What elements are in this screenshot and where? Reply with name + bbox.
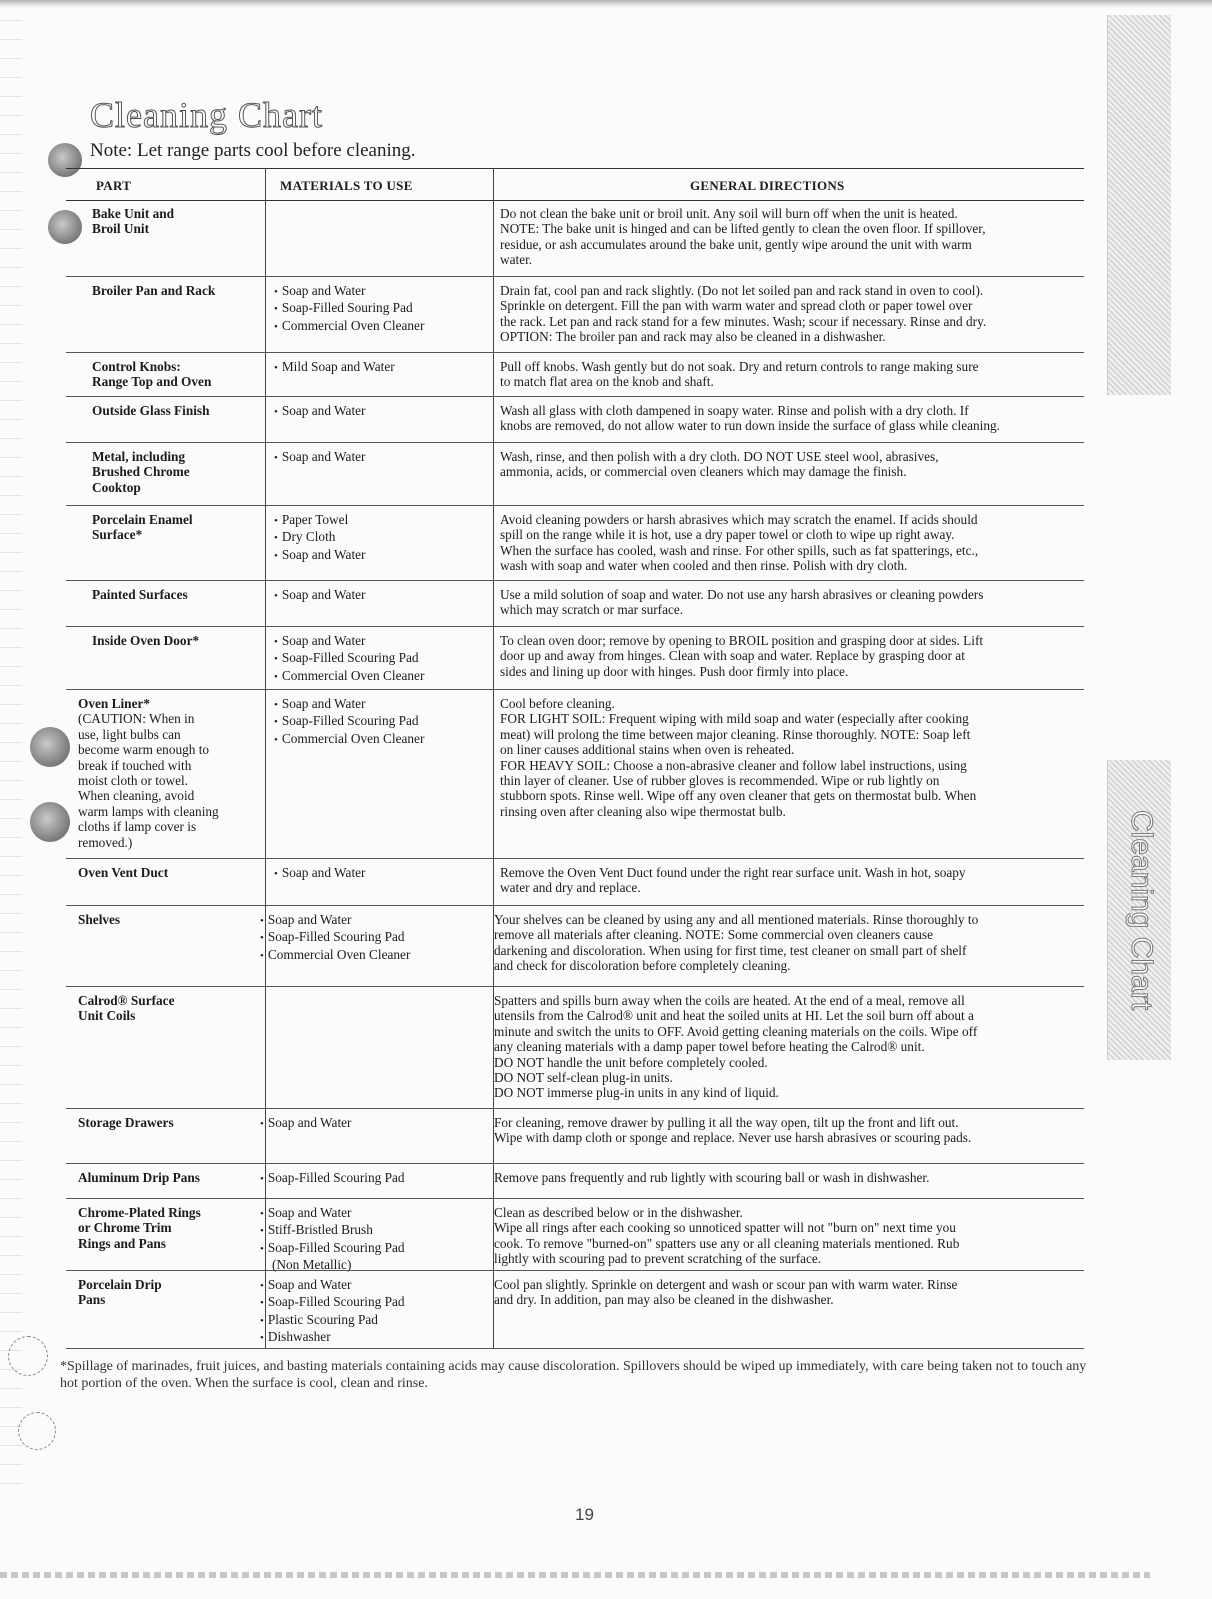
- materials-cell: [274, 283, 494, 335]
- table-row: [66, 986, 1084, 1109]
- materials-cell: [274, 865, 494, 882]
- direction-line: water.: [500, 252, 533, 268]
- material-item: • Soap and Water: [260, 912, 480, 929]
- part-line: When cleaning, avoid: [78, 788, 195, 804]
- part-line: Chrome-Plated Rings: [78, 1205, 201, 1220]
- direction-line: and check for discoloration before completely cleaning.: [494, 958, 791, 974]
- part-cell: [92, 403, 272, 418]
- part-line: Brushed Chrome: [92, 464, 190, 480]
- part-line: become warm enough to: [78, 742, 210, 758]
- materials-list: [260, 1115, 480, 1132]
- table-row: [66, 352, 1084, 397]
- header-part: PART: [96, 178, 132, 193]
- material-item: • Soap-Filled Scouring Pad: [260, 1170, 480, 1187]
- directions-cell: [494, 1170, 1074, 1185]
- material-item: • Soap and Water: [274, 587, 494, 604]
- material-item: • Commercial Oven Cleaner: [274, 668, 494, 685]
- table-row: [66, 199, 1084, 277]
- part-cell: [92, 206, 272, 237]
- page-title: Cleaning Chart: [90, 95, 323, 135]
- part-line: Bake Unit and: [92, 206, 175, 221]
- directions-cell: [500, 512, 1080, 574]
- part-cell: [92, 449, 272, 495]
- materials-cell: [274, 633, 494, 685]
- directions-cell: [500, 359, 1080, 390]
- part-line: Outside Glass Finish: [92, 403, 210, 418]
- header-directions: GENERAL DIRECTIONS: [690, 178, 845, 193]
- direction-line: Remove the Oven Vent Duct found under the right rear surface unit. Wash in hot, soapy: [500, 865, 966, 880]
- part-line: Calrod® Surface: [78, 993, 175, 1008]
- part-line: break if touched with: [78, 757, 192, 773]
- direction-line: Drain fat, cool pan and rack slightly. (Do not let soiled pan and rack stand in oven to cool).: [500, 283, 984, 298]
- materials-cell: [260, 1277, 480, 1347]
- direction-line: the rack. Let pan and rack stand for a few minutes. Wash; scour if necessary. Rinse and dry.: [500, 313, 987, 329]
- material-item: • Soap and Water: [260, 1115, 480, 1132]
- material-item: • Mild Soap and Water: [274, 359, 494, 376]
- part-line: warm lamps with cleaning: [78, 803, 219, 819]
- part-cell: [78, 1170, 258, 1185]
- directions-cell: [494, 912, 1074, 974]
- direction-line: Cool before cleaning.: [500, 696, 615, 711]
- materials-list: [260, 1205, 480, 1275]
- directions-cell: [500, 587, 1080, 618]
- material-item: • Soap-Filled Scouring Pad: [260, 1294, 480, 1311]
- table-row: [66, 442, 1084, 506]
- table-row: [66, 1163, 1084, 1199]
- cleaning-chart-table: [66, 168, 1084, 1348]
- material-item: • Commercial Oven Cleaner: [260, 947, 480, 964]
- direction-line: and dry. In addition, pan may also be cleaned in the dishwasher.: [494, 1292, 834, 1308]
- direction-line: DO NOT handle the unit before completely cooled.: [494, 1054, 768, 1070]
- direction-line: Wash all glass with cloth dampened in soapy water. Rinse and polish with a dry cloth. If: [500, 403, 969, 418]
- part-line: Cooktop: [92, 479, 141, 495]
- direction-line: utensils from the Calrod® unit and heat the soiled units at HI. Let the soil burn off about a: [494, 1008, 974, 1024]
- part-line: Unit Coils: [78, 1008, 136, 1024]
- material-item: • Plastic Scouring Pad: [260, 1312, 480, 1329]
- part-line: Range Top and Oven: [92, 374, 212, 390]
- directions-cell: [500, 633, 1080, 679]
- materials-list: [274, 633, 494, 685]
- materials-list: [274, 283, 494, 335]
- directions-cell: [494, 1115, 1074, 1146]
- directions-cell: [500, 449, 1080, 480]
- part-line: or Chrome Trim: [78, 1220, 172, 1236]
- material-item: • Soap and Water: [274, 403, 494, 420]
- material-item: • Soap and Water: [274, 283, 494, 300]
- direction-line: To clean oven door; remove by opening to BROIL position and grasping door at sides. Lift: [500, 633, 984, 648]
- materials-cell: [274, 359, 494, 376]
- scan-margin-marks: [0, 20, 22, 1490]
- part-line: Shelves: [78, 912, 121, 927]
- direction-line: For cleaning, remove drawer by pulling it all the way open, tilt up the front and lift out.: [494, 1115, 959, 1130]
- part-line: Metal, including: [92, 449, 186, 464]
- material-item: • Soap-Filled Scouring Pad: [260, 1240, 480, 1257]
- materials-cell: [260, 1170, 480, 1187]
- part-cell: [92, 283, 272, 298]
- direction-line: on liner causes additional stains when oven is reheated.: [500, 742, 795, 758]
- part-line: Porcelain Drip: [78, 1277, 162, 1292]
- page-number: 19: [575, 1505, 594, 1524]
- table-row: [66, 689, 1084, 859]
- direction-line: DO NOT self-clean plug-in units.: [494, 1070, 673, 1086]
- directions-cell: [500, 206, 1080, 268]
- direction-line: Pull off knobs. Wash gently but do not soak. Dry and return controls to range making sure: [500, 359, 979, 374]
- material-item: • Soap and Water: [260, 1277, 480, 1294]
- materials-list: [274, 449, 494, 466]
- direction-line: OPTION: The broiler pan and rack may also be cleaned in a dishwasher.: [500, 329, 886, 345]
- part-cell: [92, 359, 272, 390]
- direction-line: stubborn spots. Rinse well. Wipe off any oven cleaner that gets on thermostat bulb. When: [500, 788, 977, 804]
- part-line: Broiler Pan and Rack: [92, 283, 216, 298]
- part-line: Broil Unit: [92, 221, 150, 237]
- side-tab-label: Cleaning Chart: [1125, 809, 1158, 1011]
- table-row: [66, 858, 1084, 906]
- direction-line: When the surface has cooled, wash and rinse. For other spills, such as fat spatterings, etc.,: [500, 542, 979, 558]
- direction-line: FOR LIGHT SOIL: Frequent wiping with mild soap and water (especially after cooking: [500, 711, 969, 727]
- part-cell: [78, 1277, 258, 1308]
- direction-line: to match flat area on the knob and shaft.: [500, 374, 714, 390]
- scan-edge-bottom: [0, 1572, 1150, 1578]
- direction-line: spill on the range while it is hot, use a dry paper towel or cloth to wipe up right away.: [500, 527, 955, 543]
- part-line: Porcelain Enamel: [92, 512, 193, 527]
- material-item: • Soap and Water: [260, 1205, 480, 1222]
- material-item: • Soap-Filled Scouring Pad: [274, 713, 494, 730]
- part-cell: [78, 1205, 258, 1251]
- binder-hole-icon: [30, 802, 70, 842]
- material-item: • Stiff-Bristled Brush: [260, 1222, 480, 1239]
- material-item: (Non Metallic): [272, 1257, 352, 1273]
- direction-line: residue, or ash accumulates around the bake unit, gently wipe around the unit with warm: [500, 236, 972, 252]
- material-item: • Soap and Water: [274, 449, 494, 466]
- direction-line: remove all materials after cleaning. NOTE: Some commercial oven cleaners cause: [494, 927, 933, 943]
- part-line: Aluminum Drip Pans: [78, 1170, 200, 1185]
- material-item: • Commercial Oven Cleaner: [274, 731, 494, 748]
- footnote: *Spillage of marinades, fruit juices, and basting materials containing acids may cause discoloration. Spillovers should be wiped up immediately, with care being taken not to touch any hot portion of the oven. When the surface is cool, clean and rinse.: [60, 1359, 1087, 1391]
- direction-line: Sprinkle on detergent. Fill the pan with warm water and spread cloth or paper towel over: [500, 298, 973, 314]
- direction-line: door up and away from hinges. Clean with soap and water. Replace by grasping door at: [500, 648, 965, 664]
- table-row: [66, 276, 1084, 353]
- materials-list: [274, 865, 494, 882]
- direction-line: wash with soap and water when cooled and then rinse. Polish with dry cloth.: [500, 558, 908, 574]
- directions-cell: [500, 403, 1080, 434]
- part-cell: [78, 993, 258, 1024]
- direction-line: Wash, rinse, and then polish with a dry cloth. DO NOT USE steel wool, abrasives,: [500, 449, 939, 464]
- part-line: Painted Surfaces: [92, 587, 188, 602]
- part-line: Pans: [78, 1292, 106, 1308]
- material-item: • Dishwasher: [260, 1329, 480, 1346]
- table-row: [66, 505, 1084, 581]
- direction-line: DO NOT immerse plug-in units in any kind of liquid.: [494, 1085, 779, 1101]
- materials-list: [260, 1170, 480, 1187]
- part-line: Storage Drawers: [78, 1115, 174, 1130]
- material-item: • Soap-Filled Scouring Pad: [274, 650, 494, 667]
- materials-list: [274, 359, 494, 376]
- part-line: use, light bulbs can: [78, 726, 181, 742]
- table-row: [66, 905, 1084, 987]
- material-item: • Dry Cloth: [274, 529, 494, 546]
- direction-line: which may scratch or mar surface.: [500, 602, 684, 618]
- directions-cell: [500, 283, 1080, 345]
- table-row: [66, 626, 1084, 690]
- direction-line: any cleaning materials with a damp paper towel before heating the Calrod® unit.: [494, 1039, 925, 1055]
- direction-line: FOR HEAVY SOIL: Choose a non-abrasive cleaner and follow label instructions, using: [500, 757, 967, 773]
- materials-cell: [260, 1115, 480, 1132]
- part-line: Surface*: [92, 527, 143, 543]
- materials-list: [274, 403, 494, 420]
- materials-cell: [260, 912, 480, 964]
- materials-list: [260, 912, 480, 964]
- materials-cell: [274, 696, 494, 748]
- material-item: • Soap and Water: [274, 696, 494, 713]
- direction-line: rinsing oven after cleaning also wipe thermostat bulb.: [500, 803, 786, 819]
- table-row: [66, 1108, 1084, 1164]
- part-line: Oven Vent Duct: [78, 865, 169, 880]
- scan-edge-top: [0, 0, 1212, 8]
- materials-cell: [274, 587, 494, 604]
- cool-down-note: Note: Let range parts cool before cleaning.: [90, 140, 416, 161]
- table-row: [66, 1270, 1084, 1349]
- direction-line: Your shelves can be cleaned by using any and all mentioned materials. Rinse thoroughly to: [494, 912, 979, 927]
- direction-line: Avoid cleaning powders or harsh abrasives which may scratch the enamel. If acids should: [500, 512, 978, 527]
- material-item: • Soap-Filled Souring Pad: [274, 300, 494, 317]
- direction-line: lightly with scouring pad to prevent scratching of the surface.: [494, 1251, 822, 1267]
- materials-list: [274, 512, 494, 564]
- directions-cell: [500, 696, 1080, 819]
- part-cell: [78, 865, 258, 880]
- direction-line: Wipe with damp cloth or sponge and replace. Never use harsh abrasives or scouring pads.: [494, 1130, 972, 1146]
- part-cell: [78, 912, 258, 927]
- material-item: • Soap-Filled Scouring Pad: [260, 929, 480, 946]
- direction-line: Wipe all rings after each cooking so unnoticed spatter will not "burn on" next time you: [494, 1220, 956, 1236]
- directions-cell: [494, 1205, 1074, 1267]
- binder-hole-icon: [30, 727, 70, 767]
- direction-line: NOTE: The bake unit is hinged and can be lifted gently to clean the oven floor. If spillover,: [500, 221, 986, 237]
- side-tab-upper: [1107, 15, 1171, 395]
- material-item: • Soap and Water: [274, 547, 494, 564]
- part-cell: [92, 587, 272, 602]
- part-cell: [78, 696, 258, 850]
- direction-line: Clean as described below or in the dishwasher.: [494, 1205, 743, 1220]
- direction-line: knobs are removed, do not allow water to run down inside the surface of glass while cleaning.: [500, 418, 1000, 434]
- materials-list: [274, 587, 494, 604]
- table-row: [66, 396, 1084, 443]
- material-item: • Commercial Oven Cleaner: [274, 318, 494, 335]
- table-header: [66, 168, 1084, 201]
- table-row: [66, 1198, 1084, 1271]
- direction-line: darkening and discoloration. When using for first time, test cleaner on small part of shelf: [494, 942, 967, 958]
- part-line: removed.): [78, 834, 133, 850]
- part-cell: [78, 1115, 258, 1130]
- direction-line: Use a mild solution of soap and water. Do not use any harsh abrasives or cleaning powders: [500, 587, 984, 602]
- direction-line: sides and lining up door with hinges. Push door firmly into place.: [500, 663, 849, 679]
- material-item: • Soap and Water: [274, 865, 494, 882]
- part-line: moist cloth or towel.: [78, 773, 189, 789]
- direction-line: Do not clean the bake unit or broil unit. Any soil will burn off when the unit is heated.: [500, 206, 958, 221]
- part-line: Oven Liner*: [78, 696, 151, 711]
- part-line: Rings and Pans: [78, 1235, 166, 1251]
- direction-line: thin layer of cleaner. Use of rubber gloves is recommended. Wipe or rub lightly on: [500, 773, 940, 789]
- material-item: • Paper Towel: [274, 512, 494, 529]
- directions-cell: [500, 865, 1080, 896]
- direction-line: Spatters and spills burn away when the coils are heated. At the end of a meal, remove all: [494, 993, 965, 1008]
- part-line: (CAUTION: When in: [78, 711, 195, 727]
- direction-line: Remove pans frequently and rub lightly with scouring ball or wash in dishwasher.: [494, 1170, 930, 1185]
- materials-list: [260, 1277, 480, 1347]
- materials-cell: [274, 512, 494, 564]
- binder-hole-outline-icon: [8, 1336, 48, 1376]
- direction-line: ammonia, acids, or commercial oven cleaners which may damage the finish.: [500, 464, 907, 480]
- part-line: Control Knobs:: [92, 359, 181, 374]
- directions-cell: [494, 993, 1074, 1101]
- directions-cell: [494, 1277, 1074, 1308]
- material-item: • Soap and Water: [274, 633, 494, 650]
- part-line: cloths if lamp cover is: [78, 819, 197, 835]
- direction-line: Cool pan slightly. Sprinkle on detergent and wash or scour pan with warm water. Rinse: [494, 1277, 958, 1292]
- materials-cell: [260, 1205, 480, 1275]
- materials-cell: [274, 449, 494, 466]
- direction-line: water and dry and replace.: [500, 880, 641, 896]
- header-materials: MATERIALS TO USE: [280, 178, 413, 193]
- materials-list: [274, 696, 494, 748]
- table-row: [66, 580, 1084, 627]
- direction-line: minute and switch the units to OFF. Avoid getting cleaning materials on the coils. Wipe off: [494, 1023, 978, 1039]
- part-cell: [92, 633, 272, 648]
- part-line: Inside Oven Door*: [92, 633, 200, 648]
- direction-line: meat) will prolong the time between major cleaning. Rinse thoroughly. NOTE: Soap left: [500, 726, 971, 742]
- binder-hole-outline-icon: [18, 1412, 56, 1450]
- direction-line: cook. To remove "burned-on" spatters use any or all cleaning materials mentioned. Rub: [494, 1235, 960, 1251]
- part-cell: [92, 512, 272, 543]
- materials-cell: [274, 403, 494, 420]
